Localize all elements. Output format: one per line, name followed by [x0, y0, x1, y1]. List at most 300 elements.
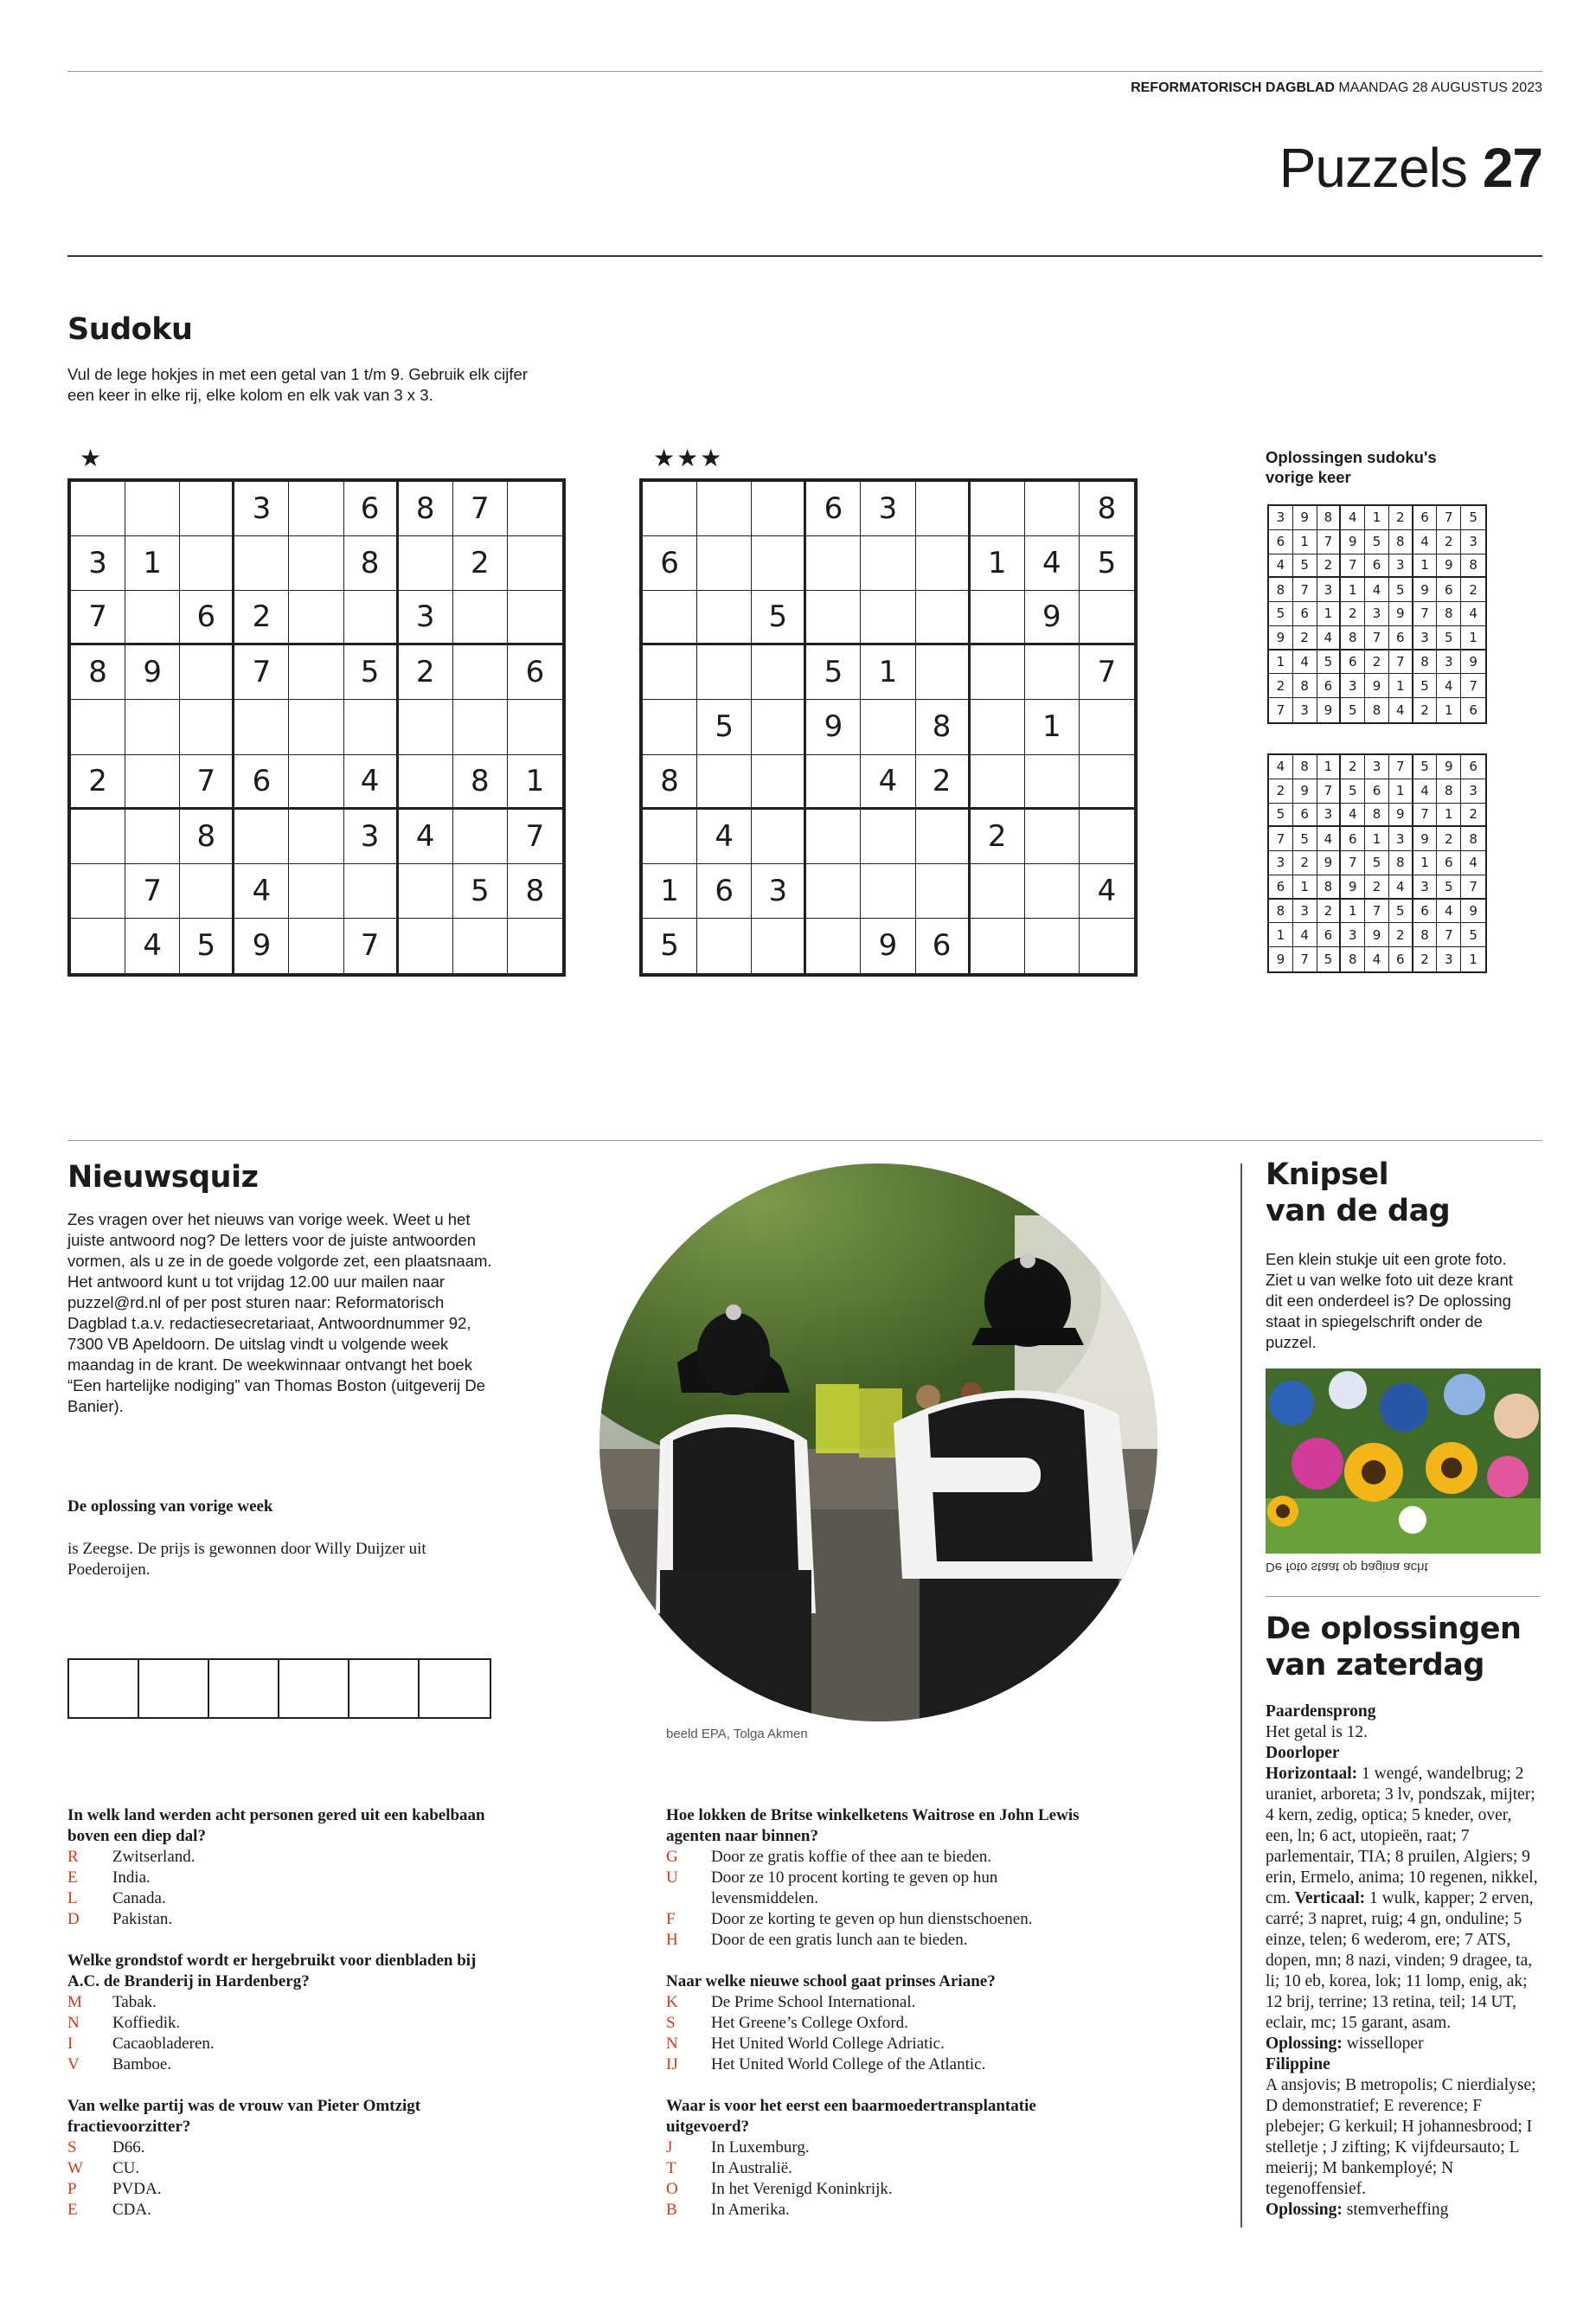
quiz-question-1: In welk land werden acht personen gered uit een kabelbaan boven een diep dal? R Zwitserland. E India. L Canada. D Pakistan. — [67, 1805, 509, 1930]
sudoku-cell[interactable]: 5 — [1080, 536, 1134, 591]
sudoku-cell[interactable] — [752, 482, 806, 536]
sudoku-cell[interactable] — [453, 919, 508, 973]
sudoku-cell: 3 — [1413, 626, 1438, 651]
sudoku-cell: 7 — [1413, 804, 1438, 828]
sudoku-cell[interactable] — [508, 919, 562, 973]
quiz-option[interactable]: N Koffiedik. — [67, 2014, 181, 2032]
sudoku-cell[interactable]: 9 — [861, 919, 915, 973]
sudoku-cell[interactable]: 6 — [643, 536, 697, 591]
difficulty-stars-easy: ★ — [80, 445, 104, 471]
sudoku-cell: 3 — [1269, 506, 1293, 530]
sudoku-cell[interactable] — [752, 810, 806, 864]
sudoku-cell[interactable]: 8 — [916, 700, 971, 754]
sudoku-cell: 6 — [1341, 651, 1365, 675]
sudoku-cell: 8 — [1317, 875, 1342, 900]
sudoku-cell[interactable] — [180, 645, 234, 700]
sudoku-cell: 1 — [1413, 851, 1438, 875]
sudoku-cell: 9 — [1293, 779, 1317, 804]
sudoku-cell[interactable]: 5 — [180, 919, 234, 973]
sudoku-cell[interactable] — [697, 482, 752, 536]
sudoku-cell: 4 — [1437, 674, 1461, 698]
sudoku-cell[interactable]: 7 — [508, 810, 562, 864]
sudoku-cell[interactable]: 7 — [453, 482, 508, 536]
sudoku-cell[interactable]: 3 — [234, 482, 289, 536]
sudoku-cell[interactable]: 5 — [453, 864, 508, 919]
sudoku-cell: 4 — [1341, 804, 1365, 828]
sudoku-cell[interactable] — [861, 810, 915, 864]
sudoku-cell[interactable] — [234, 700, 289, 754]
quiz-option[interactable]: L Canada. — [67, 1889, 166, 1907]
sudoku-cell: 2 — [1365, 651, 1389, 675]
sudoku-cell[interactable] — [697, 755, 752, 810]
sudoku-cell: 2 — [1461, 804, 1485, 828]
sudoku-cell[interactable] — [399, 864, 453, 919]
sudoku-cell[interactable] — [344, 864, 399, 919]
sudoku-cell[interactable]: 2 — [71, 755, 125, 810]
sudoku-cell[interactable] — [643, 810, 697, 864]
top-rule — [67, 71, 1542, 72]
sudoku-cell[interactable] — [1025, 755, 1080, 810]
sudoku-cell: 9 — [1269, 626, 1293, 651]
sudoku-cell[interactable] — [125, 591, 180, 645]
sudoku-cell[interactable] — [697, 591, 752, 645]
sudoku-cell: 3 — [1365, 755, 1389, 779]
flowers-photo — [1266, 1368, 1541, 1554]
sudoku-cell: 5 — [1461, 923, 1485, 947]
sudoku-cell: 4 — [1461, 602, 1485, 626]
sudoku-cell[interactable] — [916, 482, 971, 536]
sudoku-cell[interactable]: 6 — [234, 755, 289, 810]
quiz-option[interactable]: W CU. — [67, 2159, 140, 2177]
sudoku-cell: 5 — [1437, 626, 1461, 651]
answer-box[interactable] — [209, 1660, 279, 1717]
sudoku-cell[interactable] — [752, 645, 806, 700]
sudoku-cell[interactable]: 6 — [344, 482, 399, 536]
quiz-option[interactable]: E CDA. — [67, 2201, 151, 2219]
sudoku-cell[interactable] — [508, 482, 562, 536]
sudoku-cell[interactable] — [806, 591, 861, 645]
sudoku-cell: 3 — [1413, 875, 1438, 900]
quiz-option[interactable]: M Tabak. — [67, 1993, 157, 2011]
sudoku-cell: 6 — [1269, 875, 1293, 900]
sudoku-cell: 8 — [1461, 554, 1485, 579]
sudoku-cell[interactable]: 4 — [861, 755, 915, 810]
quiz-option[interactable]: S D66. — [67, 2138, 145, 2157]
sudoku-cell[interactable]: 9 — [234, 919, 289, 973]
sudoku-cell: 2 — [1461, 578, 1485, 602]
sudoku-cell: 1 — [1269, 651, 1293, 675]
sudoku-cell[interactable]: 4 — [1025, 536, 1080, 591]
sudoku-cell[interactable]: 2 — [971, 810, 1025, 864]
sudoku-cell[interactable] — [180, 700, 234, 754]
sudoku-cell[interactable]: 6 — [806, 482, 861, 536]
quiz-option[interactable]: G Door ze gratis koffie of thee aan te bieden. — [666, 1848, 992, 1866]
sudoku-cell[interactable]: 2 — [399, 645, 453, 700]
sudoku-cell: 2 — [1437, 530, 1461, 554]
quiz-question-3: Van welke partij was de vrouw van Pieter Omtzigt fractievoorzitter? S D66. W CU. P PVDA. E CDA. — [67, 2096, 509, 2221]
sudoku-cell: 4 — [1269, 755, 1293, 779]
sudoku-cell[interactable]: 6 — [180, 591, 234, 645]
answer-box[interactable] — [349, 1660, 420, 1717]
sudoku-cell[interactable] — [1025, 482, 1080, 536]
sudoku-cell[interactable]: 6 — [508, 645, 562, 700]
sudoku-cell: 1 — [1317, 755, 1342, 779]
sudoku-title: Sudoku — [67, 312, 193, 347]
sudoku-cell: 5 — [1293, 554, 1317, 579]
sudoku-cell[interactable] — [453, 591, 508, 645]
sudoku-cell: 7 — [1269, 698, 1293, 722]
sudoku-cell[interactable] — [344, 700, 399, 754]
sudoku-cell: 4 — [1269, 554, 1293, 579]
sudoku-cell[interactable] — [1025, 810, 1080, 864]
quiz-option[interactable]: IJ Het United World College of the Atlantic. — [666, 2055, 986, 2073]
sudoku-cell: 4 — [1293, 923, 1317, 947]
sudoku-cell[interactable]: 1 — [971, 536, 1025, 591]
sudoku-cell[interactable]: 4 — [125, 919, 180, 973]
sudoku-cell: 4 — [1317, 626, 1342, 651]
sudoku-cell[interactable] — [508, 700, 562, 754]
sudoku-cell[interactable]: 8 — [71, 645, 125, 700]
sudoku-cell[interactable] — [71, 700, 125, 754]
sudoku-cell[interactable] — [1025, 864, 1080, 919]
sudoku-cell: 1 — [1437, 804, 1461, 828]
sudoku-cell: 7 — [1437, 923, 1461, 947]
sudoku-cell[interactable] — [399, 919, 453, 973]
sudoku-cell[interactable]: 1 — [125, 536, 180, 591]
sudoku-cell[interactable]: 8 — [1080, 482, 1134, 536]
quiz-option[interactable]: K De Prime School International. — [666, 1993, 916, 2011]
quiz-question-4: Hoe lokken de Britse winkelketens Waitrose en John Lewis agenten naar binnen? G Door ze gratis koffie of thee aan te bieden. U Door ze 10 procent korting te geven op hun levensmiddelen. F Door ze korting te geven op hun dienstschoenen. H Door de een gratis lunch aan te bieden. — [666, 1805, 1107, 1951]
sudoku-cell[interactable]: 8 — [643, 755, 697, 810]
sudoku-cell[interactable]: 5 — [752, 591, 806, 645]
sudoku-cell: 8 — [1461, 827, 1485, 851]
sudoku-cell[interactable] — [1080, 919, 1134, 973]
sudoku-grid-easy[interactable] — [67, 478, 566, 977]
sudoku-cell: 2 — [1293, 851, 1317, 875]
sudoku-cell: 7 — [1341, 554, 1365, 579]
sudoku-cell[interactable] — [180, 864, 234, 919]
sudoku-cell[interactable] — [289, 645, 343, 700]
sudoku-cell: 8 — [1317, 506, 1342, 530]
sudoku-cell: 6 — [1365, 554, 1389, 579]
sudoku-cell[interactable] — [806, 864, 861, 919]
sudoku-cell: 9 — [1461, 651, 1485, 675]
sudoku-cell: 2 — [1341, 602, 1365, 626]
quiz-option[interactable]: V Bamboe. — [67, 2055, 172, 2073]
quiz-option[interactable]: R Zwitserland. — [67, 1848, 195, 1866]
sudoku-cell[interactable] — [125, 810, 180, 864]
sudoku-cell: 2 — [1317, 900, 1342, 924]
sudoku-cell[interactable]: 4 — [697, 810, 752, 864]
sudoku-cell[interactable]: 1 — [1025, 700, 1080, 754]
sudoku-cell: 6 — [1437, 851, 1461, 875]
sudoku-cell[interactable]: 1 — [643, 864, 697, 919]
sudoku-cell[interactable] — [916, 536, 971, 591]
quiz-column-right — [666, 1805, 1107, 2221]
sudoku-cell: 2 — [1293, 626, 1317, 651]
sudoku-cell[interactable] — [289, 536, 343, 591]
sudoku-cell[interactable] — [971, 700, 1025, 754]
sudoku-cell[interactable] — [971, 919, 1025, 973]
sudoku-cell[interactable] — [399, 755, 453, 810]
sudoku-cell[interactable]: 7 — [180, 755, 234, 810]
sudoku-cell[interactable] — [289, 864, 343, 919]
sudoku-cell[interactable]: 3 — [71, 536, 125, 591]
sudoku-cell: 9 — [1413, 827, 1438, 851]
sudoku-cell[interactable] — [752, 919, 806, 973]
knipsel-title: Knipsel van de dag — [1266, 1157, 1451, 1228]
sudoku-cell[interactable] — [1080, 591, 1134, 645]
sudoku-cell[interactable] — [180, 482, 234, 536]
sudoku-cell: 1 — [1293, 530, 1317, 554]
sudoku-cell[interactable]: 8 — [453, 755, 508, 810]
sudoku-cell: 7 — [1365, 900, 1389, 924]
news-photo — [599, 1163, 1157, 1721]
quiz-option[interactable]: O In het Verenigd Koninkrijk. — [666, 2180, 893, 2198]
quiz-option[interactable]: F Door ze korting te geven op hun dienstschoenen. — [666, 1910, 1033, 1928]
sudoku-cell[interactable] — [508, 591, 562, 645]
sudoku-cell[interactable] — [125, 482, 180, 536]
sudoku-cell[interactable] — [643, 645, 697, 700]
sudoku-cell[interactable] — [508, 536, 562, 591]
sudoku-cell: 9 — [1341, 530, 1365, 554]
knipsel-intro: Een klein stukje uit een grote foto. Ziet u van welke foto uit deze krant dit een onderdeel is? De oplossing staat in spiegelschrift onder de puzzel. — [1266, 1250, 1513, 1351]
sudoku-cell: 3 — [1389, 827, 1413, 851]
sudoku-cell[interactable] — [180, 536, 234, 591]
sudoku-cell[interactable] — [752, 536, 806, 591]
quiz-option[interactable]: I Cacaobladeren. — [67, 2035, 215, 2053]
previous-solution-text: is Zeegse. De prijs is gewonnen door Willy Duijzer uit Poederoijen. — [67, 1540, 426, 1579]
sudoku-cell[interactable] — [916, 645, 971, 700]
sudoku-cell: 8 — [1365, 698, 1389, 722]
sudoku-cell[interactable] — [1080, 700, 1134, 754]
sudoku-cell[interactable] — [289, 700, 343, 754]
sudoku-cell: 3 — [1317, 578, 1342, 602]
sudoku-cell: 8 — [1269, 900, 1293, 924]
sudoku-cell[interactable]: 8 — [399, 482, 453, 536]
sudoku-solution-1 — [1267, 504, 1487, 724]
sudoku-cell[interactable]: 4 — [399, 810, 453, 864]
sudoku-cell: 2 — [1413, 947, 1438, 971]
sudoku-cell[interactable] — [806, 919, 861, 973]
sudoku-cell: 5 — [1389, 900, 1413, 924]
sudoku-cell[interactable] — [71, 864, 125, 919]
sudoku-cell[interactable]: 6 — [916, 919, 971, 973]
sudoku-grid-hard[interactable] — [639, 478, 1138, 977]
sudoku-cell[interactable]: 7 — [71, 591, 125, 645]
sudoku-cell[interactable] — [453, 700, 508, 754]
answer-box[interactable] — [279, 1660, 349, 1717]
sudoku-cell[interactable]: 2 — [234, 591, 289, 645]
sudoku-cell: 3 — [1341, 674, 1365, 698]
sudoku-cell: 1 — [1461, 626, 1485, 651]
sudoku-cell[interactable] — [971, 482, 1025, 536]
answer-boxes[interactable] — [67, 1658, 491, 1719]
sudoku-cell[interactable] — [971, 755, 1025, 810]
sudoku-cell: 7 — [1437, 506, 1461, 530]
nieuwsquiz-title: Nieuwsquiz — [67, 1160, 259, 1195]
quiz-question-6: Waar is voor het eerst een baarmoedertransplantatie uitgevoerd? J In Luxemburg. T In Australië. O In het Verenigd Koninkrijk. B In Amerika. — [666, 2096, 1107, 2221]
sudoku-cell[interactable] — [916, 864, 971, 919]
sudoku-cell[interactable] — [289, 482, 343, 536]
quiz-option[interactable]: D Pakistan. — [67, 1910, 173, 1928]
sudoku-cell[interactable] — [1080, 810, 1134, 864]
sudoku-cell: 6 — [1269, 530, 1293, 554]
difficulty-stars-hard: ★★★ — [653, 445, 724, 471]
sudoku-cell[interactable] — [289, 919, 343, 973]
sudoku-cell[interactable]: 8 — [180, 810, 234, 864]
sudoku-cell: 8 — [1413, 651, 1438, 675]
sudoku-cell: 8 — [1365, 804, 1389, 828]
sudoku-cell[interactable]: 7 — [125, 864, 180, 919]
quiz-option[interactable]: T In Australië. — [666, 2159, 792, 2177]
sudoku-cell: 9 — [1269, 947, 1293, 971]
sudoku-cell[interactable] — [453, 645, 508, 700]
sudoku-cell[interactable] — [861, 864, 915, 919]
sudoku-cell: 7 — [1341, 851, 1365, 875]
sudoku-cell[interactable] — [344, 591, 399, 645]
sudoku-cell: 9 — [1461, 900, 1485, 924]
sudoku-cell[interactable] — [971, 645, 1025, 700]
sudoku-cell: 4 — [1413, 779, 1438, 804]
quiz-option[interactable]: E India. — [67, 1868, 151, 1887]
sudoku-cell: 9 — [1437, 755, 1461, 779]
sudoku-cell[interactable]: 7 — [234, 645, 289, 700]
sudoku-cell[interactable]: 9 — [806, 700, 861, 754]
sudoku-cell: 5 — [1413, 755, 1438, 779]
sudoku-cell: 8 — [1413, 923, 1438, 947]
sudoku-cell[interactable]: 5 — [697, 700, 752, 754]
saturday-title: De oplossingen van zaterdag — [1266, 1612, 1522, 1682]
sudoku-cell: 6 — [1413, 900, 1438, 924]
sudoku-cell[interactable]: 2 — [453, 536, 508, 591]
sudoku-cell: 7 — [1293, 947, 1317, 971]
sudoku-cell[interactable] — [643, 482, 697, 536]
sudoku-cell[interactable] — [71, 810, 125, 864]
sudoku-cell: 3 — [1269, 851, 1293, 875]
sudoku-cell: 3 — [1461, 779, 1485, 804]
sudoku-cell[interactable] — [289, 591, 343, 645]
sudoku-cell[interactable]: 2 — [916, 755, 971, 810]
sudoku-cell: 2 — [1389, 923, 1413, 947]
sudoku-cell[interactable]: 9 — [125, 645, 180, 700]
sudoku-cell[interactable] — [643, 700, 697, 754]
answer-box[interactable] — [139, 1660, 209, 1717]
sudoku-cell[interactable] — [861, 591, 915, 645]
sudoku-cell[interactable]: 1 — [508, 755, 562, 810]
quiz-option[interactable]: N Het United World College Adriatic. — [666, 2035, 945, 2053]
sudoku-cell[interactable] — [861, 536, 915, 591]
sudoku-cell[interactable]: 8 — [344, 536, 399, 591]
sudoku-cell: 1 — [1389, 674, 1413, 698]
sudoku-cell: 1 — [1437, 698, 1461, 722]
photo-caption: beeld EPA, Tolga Akmen — [666, 1727, 808, 1741]
solutions-title: Oplossingen sudoku's vorige keer — [1266, 448, 1437, 486]
sudoku-cell[interactable] — [752, 755, 806, 810]
sudoku-cell: 9 — [1389, 804, 1413, 828]
sudoku-cell[interactable]: 6 — [697, 864, 752, 919]
sudoku-cell: 6 — [1469, 702, 1477, 719]
sudoku-cell[interactable] — [916, 810, 971, 864]
sudoku-cell[interactable] — [697, 645, 752, 700]
sudoku-cell[interactable] — [1025, 645, 1080, 700]
quiz-option[interactable]: H Door de een gratis lunch aan te bieden. — [666, 1931, 968, 1949]
sudoku-cell[interactable]: 5 — [643, 919, 697, 973]
sudoku-cell[interactable] — [71, 482, 125, 536]
sudoku-cell[interactable] — [752, 700, 806, 754]
sudoku-cell[interactable] — [971, 864, 1025, 919]
sudoku-cell: 4 — [1365, 947, 1389, 971]
sudoku-cell[interactable] — [697, 919, 752, 973]
sudoku-cell[interactable] — [234, 810, 289, 864]
quiz-option[interactable]: U Door ze 10 procent korting te geven op hun levensmiddelen. — [666, 1868, 998, 1907]
sudoku-cell[interactable] — [971, 591, 1025, 645]
column-divider — [1240, 1163, 1242, 2227]
sudoku-cell[interactable] — [234, 536, 289, 591]
sudoku-cell[interactable]: 3 — [861, 482, 915, 536]
sudoku-cell[interactable] — [861, 700, 915, 754]
answer-box[interactable] — [69, 1660, 139, 1717]
sudoku-cell[interactable] — [399, 536, 453, 591]
sudoku-cell: 2 — [1437, 827, 1461, 851]
sudoku-cell[interactable] — [806, 536, 861, 591]
sudoku-cell[interactable]: 7 — [1080, 645, 1134, 700]
quiz-option[interactable]: J In Luxemburg. — [666, 2138, 810, 2157]
sudoku-cell[interactable]: 3 — [752, 864, 806, 919]
sudoku-cell[interactable] — [806, 755, 861, 810]
sudoku-cell[interactable] — [289, 755, 343, 810]
sudoku-cell[interactable]: 5 — [344, 645, 399, 700]
sudoku-cell[interactable]: 3 — [344, 810, 399, 864]
sudoku-cell[interactable] — [71, 919, 125, 973]
sudoku-cell[interactable] — [1025, 919, 1080, 973]
quiz-option[interactable]: S Het Greene’s College Oxford. — [666, 2014, 908, 2032]
sudoku-cell[interactable] — [806, 810, 861, 864]
sudoku-cell[interactable] — [697, 536, 752, 591]
sudoku-cell[interactable] — [125, 700, 180, 754]
sudoku-cell[interactable] — [916, 591, 971, 645]
sudoku-cell: 3 — [1293, 698, 1317, 722]
sudoku-cell: 1 — [1389, 779, 1413, 804]
sudoku-cell[interactable] — [399, 700, 453, 754]
sudoku-cell[interactable] — [289, 810, 343, 864]
sudoku-cell[interactable]: 9 — [1025, 591, 1080, 645]
sudoku-cell: 6 — [1365, 779, 1389, 804]
sudoku-cell[interactable]: 4 — [234, 864, 289, 919]
sudoku-cell: 4 — [1413, 530, 1438, 554]
sudoku-cell[interactable] — [125, 755, 180, 810]
sudoku-cell: 9 — [1341, 875, 1365, 900]
sudoku-cell[interactable]: 5 — [806, 645, 861, 700]
sudoku-cell: 6 — [1389, 947, 1413, 971]
sudoku-cell: 5 — [1365, 530, 1389, 554]
sudoku-cell[interactable] — [1080, 755, 1134, 810]
answer-box[interactable] — [420, 1660, 490, 1717]
sudoku-cell: 9 — [1293, 506, 1317, 530]
sudoku-cell[interactable]: 4 — [1080, 864, 1134, 919]
sudoku-cell: 6 — [1293, 602, 1317, 626]
sudoku-cell[interactable]: 8 — [508, 864, 562, 919]
sudoku-cell: 1 — [1365, 506, 1389, 530]
sudoku-cell[interactable] — [453, 810, 508, 864]
sudoku-cell[interactable]: 3 — [399, 591, 453, 645]
sudoku-cell[interactable]: 1 — [861, 645, 915, 700]
sudoku-cell[interactable]: 4 — [344, 755, 399, 810]
quiz-option[interactable]: P PVDA. — [67, 2180, 162, 2198]
sudoku-cell[interactable] — [643, 591, 697, 645]
sudoku-cell[interactable]: 7 — [344, 919, 399, 973]
quiz-option[interactable]: B In Amerika. — [666, 2201, 790, 2219]
